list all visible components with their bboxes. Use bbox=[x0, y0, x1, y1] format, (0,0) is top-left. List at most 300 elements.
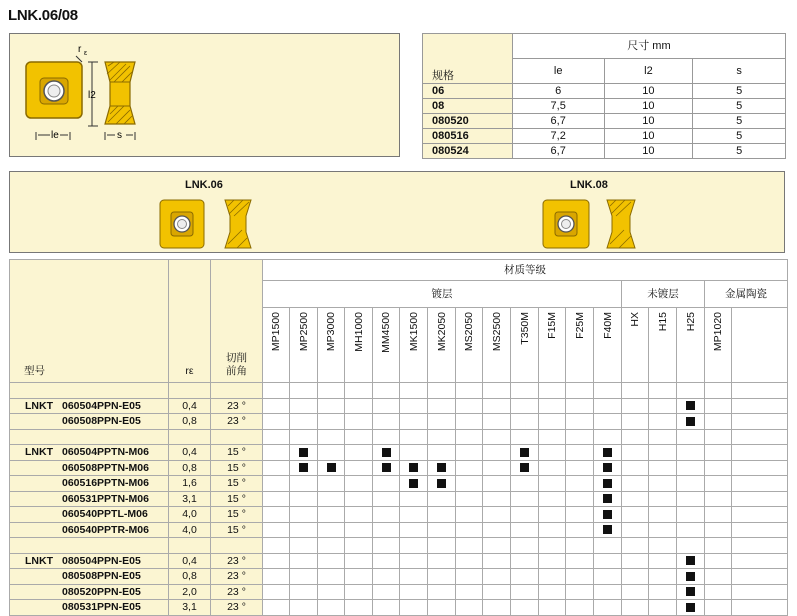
grade-cell bbox=[483, 522, 511, 538]
grade-cell bbox=[511, 445, 539, 461]
grade-cell bbox=[677, 398, 705, 414]
grade-cell bbox=[566, 445, 594, 461]
grade-cell bbox=[263, 445, 290, 461]
availability-mark bbox=[686, 556, 695, 565]
grade-cell bbox=[456, 398, 483, 414]
grade-cell bbox=[622, 491, 649, 507]
grade-cell bbox=[649, 522, 677, 538]
grade-cell bbox=[705, 600, 732, 616]
grade-cell bbox=[594, 584, 622, 600]
angle-value: 23 ° bbox=[211, 600, 263, 616]
grade-cell bbox=[345, 398, 373, 414]
dims-row bbox=[423, 114, 786, 129]
grade-cell bbox=[400, 476, 428, 492]
table-row bbox=[10, 584, 788, 600]
header-angle bbox=[211, 260, 263, 383]
availability-mark bbox=[520, 463, 529, 472]
grade-cell bbox=[594, 445, 622, 461]
grade-cell bbox=[705, 507, 732, 523]
spacer-row bbox=[10, 429, 788, 445]
table-row bbox=[10, 491, 788, 507]
grade-cell bbox=[400, 569, 428, 585]
dims-row bbox=[423, 129, 786, 144]
model-prefix: LNKT bbox=[25, 554, 53, 567]
grade-cell bbox=[400, 398, 428, 414]
grade-cell bbox=[400, 600, 428, 616]
grade-cell bbox=[483, 398, 511, 414]
grade-cell bbox=[649, 398, 677, 414]
header-angle-line1: 切削 bbox=[226, 352, 247, 364]
grade-cell bbox=[290, 445, 318, 461]
availability-mark bbox=[299, 448, 308, 457]
grade-cell bbox=[539, 414, 566, 430]
grade-cell bbox=[263, 476, 290, 492]
grade-cell bbox=[594, 460, 622, 476]
grade-cell bbox=[318, 584, 345, 600]
grade-cell bbox=[290, 569, 318, 585]
grade-cell bbox=[290, 476, 318, 492]
dims-l2: 10 bbox=[604, 114, 693, 129]
grade-cell bbox=[400, 445, 428, 461]
grade-cell bbox=[705, 476, 732, 492]
grade-cell bbox=[677, 414, 705, 430]
grade-cell bbox=[318, 522, 345, 538]
grade-cell bbox=[566, 507, 594, 523]
grade-cell bbox=[263, 398, 290, 414]
grade-header: MK2050 bbox=[435, 312, 448, 352]
rs-value: 0,4 bbox=[169, 445, 211, 461]
grade-cell bbox=[345, 445, 373, 461]
grade-cell bbox=[649, 476, 677, 492]
group-uncoated: 未镀层 bbox=[622, 281, 705, 308]
grade-cell bbox=[290, 507, 318, 523]
angle-value: 23 ° bbox=[211, 553, 263, 569]
grade-cell bbox=[290, 460, 318, 476]
table-row bbox=[10, 600, 788, 616]
grade-header: T350M bbox=[518, 312, 531, 345]
grade-header: F40M bbox=[601, 312, 614, 339]
grade-cell bbox=[483, 491, 511, 507]
model-code: 080520PPN-E05 bbox=[62, 585, 141, 598]
grade-cell bbox=[622, 569, 649, 585]
grade-cell bbox=[263, 522, 290, 538]
grade-cell bbox=[622, 460, 649, 476]
grade-header: H25 bbox=[684, 312, 697, 332]
l2-label: l2 bbox=[88, 90, 96, 101]
rs-value: 3,1 bbox=[169, 600, 211, 616]
grade-cell bbox=[290, 522, 318, 538]
grade-cell bbox=[511, 476, 539, 492]
grade-cell bbox=[677, 491, 705, 507]
rs-value: 4,0 bbox=[169, 507, 211, 523]
dims-l2: 10 bbox=[604, 84, 693, 99]
grade-cell bbox=[428, 398, 456, 414]
grade-cell bbox=[594, 491, 622, 507]
le-label: le bbox=[51, 130, 59, 141]
grade-header: MS2050 bbox=[463, 312, 475, 352]
availability-mark bbox=[437, 463, 446, 472]
availability-mark bbox=[603, 510, 612, 519]
grade-cell bbox=[456, 507, 483, 523]
grade-cell bbox=[373, 398, 400, 414]
grade-cell bbox=[705, 491, 732, 507]
grade-cell bbox=[345, 584, 373, 600]
grade-cell bbox=[456, 414, 483, 430]
header-angle-line2: 前角 bbox=[226, 365, 247, 377]
grade-cell bbox=[373, 460, 400, 476]
grade-cell bbox=[622, 398, 649, 414]
grade-header: MK1500 bbox=[407, 312, 420, 352]
insert-variants-panel bbox=[9, 171, 785, 253]
grade-header: MP2500 bbox=[297, 312, 310, 352]
angle-value: 15 ° bbox=[211, 460, 263, 476]
grade-cell bbox=[622, 553, 649, 569]
grade-cell bbox=[622, 476, 649, 492]
grade-cell bbox=[511, 553, 539, 569]
rs-value: 2,0 bbox=[169, 584, 211, 600]
grade-cell bbox=[345, 414, 373, 430]
table-row bbox=[10, 398, 788, 414]
angle-value: 23 ° bbox=[211, 398, 263, 414]
grade-cell bbox=[649, 491, 677, 507]
angle-value: 15 ° bbox=[211, 476, 263, 492]
availability-mark bbox=[603, 448, 612, 457]
dims-col-le: le bbox=[512, 59, 604, 84]
dims-le: 7,2 bbox=[512, 129, 604, 144]
grade-cell bbox=[428, 476, 456, 492]
dims-code: 06 bbox=[423, 84, 513, 99]
grade-cell bbox=[622, 507, 649, 523]
svg-text:ε: ε bbox=[84, 50, 88, 57]
grade-cell bbox=[677, 507, 705, 523]
grade-cell bbox=[705, 584, 732, 600]
grade-cell bbox=[677, 569, 705, 585]
grade-cell bbox=[649, 553, 677, 569]
availability-mark bbox=[603, 463, 612, 472]
header-material: 材质等级 bbox=[263, 260, 788, 281]
grade-cell bbox=[456, 460, 483, 476]
grade-cell bbox=[345, 600, 373, 616]
grade-cell bbox=[483, 445, 511, 461]
grade-cell bbox=[483, 507, 511, 523]
grade-header: F25M bbox=[573, 312, 586, 339]
grade-cell bbox=[373, 522, 400, 538]
availability-mark bbox=[520, 448, 529, 457]
grade-cell bbox=[511, 414, 539, 430]
grade-cell bbox=[594, 522, 622, 538]
grade-cell bbox=[566, 600, 594, 616]
grade-cell bbox=[539, 445, 566, 461]
grade-cell bbox=[483, 600, 511, 616]
grade-cell bbox=[539, 553, 566, 569]
grade-cell bbox=[456, 445, 483, 461]
grade-cell bbox=[511, 569, 539, 585]
variant-right-label: LNK.08 bbox=[570, 179, 608, 191]
grade-cell bbox=[594, 569, 622, 585]
grade-cell bbox=[345, 491, 373, 507]
table-row bbox=[10, 553, 788, 569]
angle-value: 23 ° bbox=[211, 584, 263, 600]
dims-s: 5 bbox=[693, 144, 786, 159]
grade-cell bbox=[373, 414, 400, 430]
grade-cell bbox=[318, 491, 345, 507]
grade-cell bbox=[400, 491, 428, 507]
grade-cell bbox=[290, 584, 318, 600]
insert-dimension-diagram bbox=[9, 33, 400, 157]
grade-cell bbox=[290, 414, 318, 430]
grade-cell bbox=[318, 600, 345, 616]
dims-le: 6,7 bbox=[512, 144, 604, 159]
dims-row bbox=[423, 84, 786, 99]
grade-cell bbox=[456, 584, 483, 600]
grade-cell bbox=[539, 569, 566, 585]
grade-cell bbox=[290, 553, 318, 569]
table-row bbox=[10, 476, 788, 492]
variant-right-front bbox=[543, 200, 589, 248]
grade-cell bbox=[373, 584, 400, 600]
grade-cell bbox=[594, 553, 622, 569]
model-prefix: LNKT bbox=[25, 446, 53, 459]
angle-value: 15 ° bbox=[211, 491, 263, 507]
dims-col-l2: l2 bbox=[604, 59, 693, 84]
grade-header: F15M bbox=[546, 312, 558, 339]
grade-cell bbox=[622, 584, 649, 600]
grade-cell bbox=[290, 491, 318, 507]
grade-cell bbox=[400, 553, 428, 569]
grade-cell bbox=[263, 507, 290, 523]
grade-cell bbox=[428, 522, 456, 538]
grade-cell bbox=[263, 569, 290, 585]
grade-header: HX bbox=[629, 312, 641, 327]
availability-mark bbox=[327, 463, 336, 472]
table-row bbox=[10, 569, 788, 585]
grade-cell bbox=[539, 507, 566, 523]
grade-cell bbox=[428, 584, 456, 600]
grade-cell bbox=[649, 507, 677, 523]
grade-cell bbox=[566, 584, 594, 600]
grade-cell bbox=[566, 522, 594, 538]
dims-l2: 10 bbox=[604, 144, 693, 159]
grade-cell bbox=[373, 476, 400, 492]
table-row bbox=[10, 445, 788, 461]
grade-cell bbox=[345, 476, 373, 492]
availability-mark bbox=[686, 572, 695, 581]
grade-cell bbox=[677, 476, 705, 492]
grade-cell bbox=[428, 569, 456, 585]
grade-cell bbox=[428, 553, 456, 569]
grade-header: MM4500 bbox=[380, 312, 392, 353]
grade-cell bbox=[456, 600, 483, 616]
grade-cell bbox=[594, 600, 622, 616]
grade-cell bbox=[594, 507, 622, 523]
grade-cell bbox=[318, 507, 345, 523]
availability-mark bbox=[382, 448, 391, 457]
grade-cell bbox=[539, 584, 566, 600]
grade-cell bbox=[566, 553, 594, 569]
dims-le: 6,7 bbox=[512, 114, 604, 129]
grade-cell bbox=[677, 584, 705, 600]
rs-value: 3,1 bbox=[169, 491, 211, 507]
table-row bbox=[10, 460, 788, 476]
angle-value: 15 ° bbox=[211, 507, 263, 523]
grade-cell bbox=[345, 460, 373, 476]
grade-cell bbox=[483, 553, 511, 569]
grade-cell bbox=[373, 507, 400, 523]
rs-value: 0,8 bbox=[169, 414, 211, 430]
grade-cell bbox=[263, 491, 290, 507]
grade-cell bbox=[705, 460, 732, 476]
grade-cell bbox=[400, 414, 428, 430]
dims-code: 080516 bbox=[423, 129, 513, 144]
grade-cell bbox=[263, 584, 290, 600]
grade-header: H15 bbox=[656, 312, 669, 332]
grade-cell bbox=[649, 600, 677, 616]
availability-mark bbox=[603, 479, 612, 488]
grade-cell bbox=[345, 507, 373, 523]
rs-value: 1,6 bbox=[169, 476, 211, 492]
angle-value: 23 ° bbox=[211, 414, 263, 430]
grade-cell bbox=[456, 569, 483, 585]
grade-cell bbox=[511, 507, 539, 523]
grade-cell bbox=[594, 398, 622, 414]
grade-cell bbox=[705, 445, 732, 461]
grade-cell bbox=[318, 414, 345, 430]
grade-header: MP1500 bbox=[270, 312, 282, 352]
grade-cell bbox=[318, 476, 345, 492]
table-row bbox=[10, 414, 788, 430]
availability-mark bbox=[409, 463, 418, 472]
variant-left-front bbox=[160, 200, 204, 248]
variant-right-side bbox=[607, 200, 635, 248]
dims-s: 5 bbox=[693, 114, 786, 129]
variant-drawings bbox=[10, 172, 786, 254]
availability-mark bbox=[686, 587, 695, 596]
variant-left-side bbox=[225, 200, 251, 248]
grade-cell bbox=[345, 522, 373, 538]
angle-value: 15 ° bbox=[211, 445, 263, 461]
availability-mark bbox=[409, 479, 418, 488]
grade-cell bbox=[400, 507, 428, 523]
grade-cell bbox=[705, 398, 732, 414]
rs-value: 0,8 bbox=[169, 460, 211, 476]
grade-cell bbox=[594, 476, 622, 492]
grade-cell bbox=[539, 398, 566, 414]
s-label: s bbox=[117, 130, 122, 141]
grade-cell bbox=[566, 569, 594, 585]
grade-cell bbox=[677, 600, 705, 616]
grade-cell bbox=[566, 476, 594, 492]
grade-cell bbox=[511, 460, 539, 476]
availability-mark bbox=[437, 479, 446, 488]
grade-cell bbox=[622, 522, 649, 538]
page-title: LNK.06/08 bbox=[8, 7, 78, 24]
grade-cell bbox=[318, 445, 345, 461]
dims-code: 08 bbox=[423, 99, 513, 114]
dims-code: 080524 bbox=[423, 144, 513, 159]
model-code: 060540PPTR-M06 bbox=[62, 523, 149, 536]
table-row bbox=[10, 522, 788, 538]
grade-cell bbox=[539, 522, 566, 538]
model-code: 080504PPN-E05 bbox=[62, 554, 141, 567]
grade-cell bbox=[649, 584, 677, 600]
grade-cell bbox=[539, 491, 566, 507]
availability-mark bbox=[603, 494, 612, 503]
availability-mark bbox=[686, 401, 695, 410]
grade-cell bbox=[428, 507, 456, 523]
grade-cell bbox=[566, 414, 594, 430]
grade-cell bbox=[400, 460, 428, 476]
grade-cell bbox=[483, 569, 511, 585]
model-code: 060516PPTN-M06 bbox=[62, 477, 149, 490]
grade-cell bbox=[622, 414, 649, 430]
grade-cell bbox=[566, 491, 594, 507]
availability-mark bbox=[299, 463, 308, 472]
grade-cell bbox=[622, 445, 649, 461]
grade-cell bbox=[456, 491, 483, 507]
insert-front-view bbox=[26, 62, 82, 118]
grade-cell bbox=[428, 445, 456, 461]
dims-s: 5 bbox=[693, 99, 786, 114]
model-code: 060531PPTN-M06 bbox=[62, 492, 149, 505]
grade-header: MP1020 bbox=[712, 312, 724, 352]
spacer-row bbox=[10, 538, 788, 554]
grade-cell bbox=[263, 553, 290, 569]
grade-cell bbox=[649, 414, 677, 430]
grade-cell bbox=[345, 553, 373, 569]
grade-cell bbox=[511, 398, 539, 414]
model-code: 060504PPTN-M06 bbox=[62, 446, 149, 459]
variant-left-label: LNK.06 bbox=[185, 179, 223, 191]
spacer-row bbox=[10, 383, 788, 399]
grade-cell bbox=[290, 600, 318, 616]
grade-cell bbox=[539, 600, 566, 616]
header-model: 型号 bbox=[10, 260, 169, 383]
grade-cell bbox=[649, 445, 677, 461]
grade-cell bbox=[483, 460, 511, 476]
grade-cell bbox=[649, 460, 677, 476]
grade-cell bbox=[539, 460, 566, 476]
re-label: r bbox=[78, 44, 82, 55]
dims-code: 080520 bbox=[423, 114, 513, 129]
rs-value: 0,4 bbox=[169, 553, 211, 569]
rs-value: 0,8 bbox=[169, 569, 211, 585]
grade-cell bbox=[594, 414, 622, 430]
grade-cell bbox=[511, 600, 539, 616]
grade-cell bbox=[511, 522, 539, 538]
model-code: 060508PPN-E05 bbox=[62, 415, 141, 428]
grade-cell bbox=[290, 398, 318, 414]
dims-row bbox=[423, 144, 786, 159]
grade-cell bbox=[705, 553, 732, 569]
grade-cell bbox=[677, 553, 705, 569]
dims-header-group: 尺寸 mm bbox=[512, 34, 785, 59]
availability-mark bbox=[603, 525, 612, 534]
model-code: 080508PPN-E05 bbox=[62, 570, 141, 583]
grade-cell bbox=[483, 584, 511, 600]
insert-drawing bbox=[10, 34, 401, 158]
grade-cell bbox=[263, 414, 290, 430]
grade-cell bbox=[428, 491, 456, 507]
grade-header: MP3000 bbox=[325, 312, 337, 352]
grade-cell bbox=[263, 460, 290, 476]
grade-cell bbox=[428, 460, 456, 476]
grade-cell bbox=[373, 445, 400, 461]
availability-mark bbox=[686, 603, 695, 612]
dims-l2: 10 bbox=[604, 99, 693, 114]
model-code: 060504PPN-E05 bbox=[62, 399, 141, 412]
grade-cell bbox=[373, 569, 400, 585]
rs-value: 4,0 bbox=[169, 522, 211, 538]
